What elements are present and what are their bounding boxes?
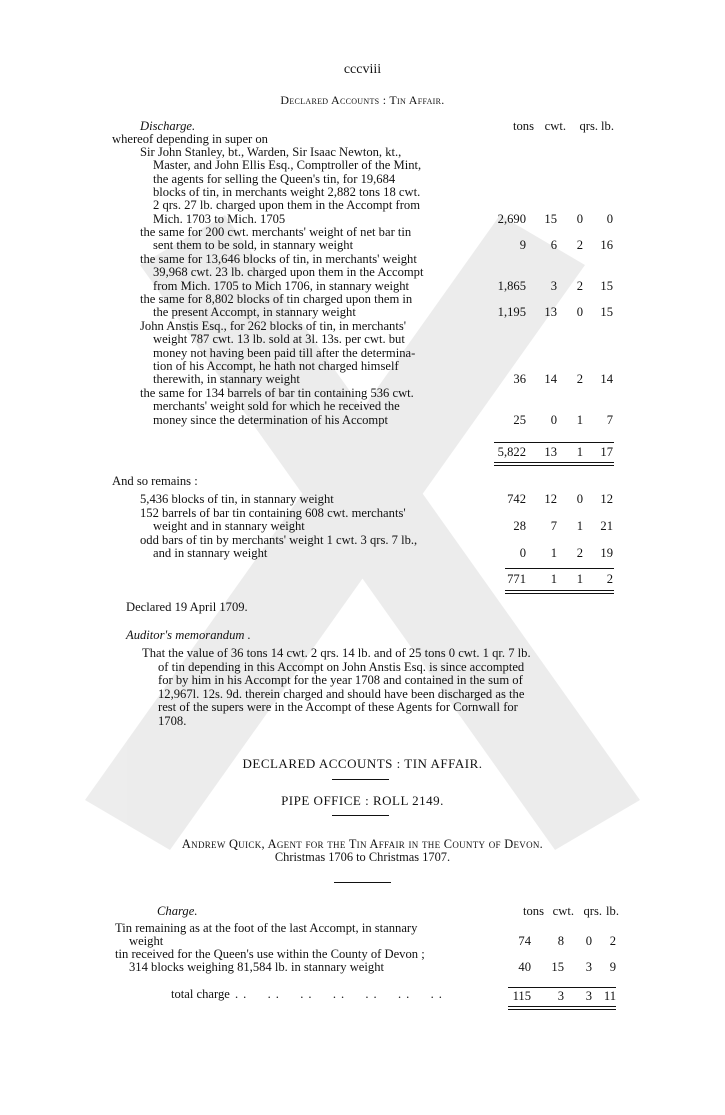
entry-line: therewith, in stannary weight [153,372,300,387]
memo-line: for by him in his Accompt for the year 1708 and contained in the sum of [158,673,523,688]
col-header-cwt: cwt. [552,904,574,918]
total-qrs: 1 [576,572,583,586]
memo-line: 12,967l. 12s. 9d. therein charged and should have been discharged as the [158,686,525,701]
entry-value: 21 [600,519,613,534]
heading-declared-accounts: DECLARED ACCOUNTS : TIN AFFAIR. [242,756,483,771]
total-double-rule [508,1006,616,1010]
entry-value: 2 [576,278,583,293]
entry-value: 14 [600,372,613,387]
total-double-rule [494,462,614,466]
entry-value: 0 [550,412,557,427]
entry-value: 1,195 [497,305,526,320]
entry-value: 16 [600,238,613,253]
entry-line: odd bars of tin by merchants' weight 1 cwt. 3 qrs. 7 lb., [140,533,418,547]
entry-line: tion of his Accompt, he hath not charged himself [153,358,399,373]
entry-value: 2 [576,372,583,387]
total-qrs: 3 [585,989,592,1003]
entry-line: 39,968 cwt. 23 lb. charged upon them in the Accompt [153,265,424,280]
entry-value: 14 [544,372,557,387]
memo-line: rest of the supers were in the Accompt of these Agents for Cornwall for [158,700,518,715]
entry-value: 2 [576,238,583,253]
entry-value: 13 [544,305,557,320]
total-rule [508,987,616,988]
entry-value: 0 [606,211,613,226]
entry-value: 28 [513,519,526,534]
charge-label: Charge. [157,904,198,918]
entry-value: 9 [519,238,526,253]
col-header-tons: tons [513,119,534,133]
divider [332,815,389,816]
entry-value: 2 [609,934,616,949]
entry-value: 74 [518,934,531,949]
entry-value: 1 [576,412,583,427]
entry-line: the agents for selling the Queen's tin, for 19,684 [153,171,396,186]
entry-line: 314 blocks weighing 81,584 lb. in stannary weight [129,960,384,975]
total-tons: 5,822 [497,445,526,459]
entry-line: 152 barrels of bar tin containing 608 cwt. merchants' [140,506,406,520]
entry-value: 2 [576,546,583,561]
entry-line: Sir John Stanley, bt., Warden, Sir Isaac Newton, kt., [140,145,402,159]
total-lb: 2 [606,572,613,586]
entry-line: and in stannary weight [153,546,268,561]
entry-line: weight and in stannary weight [153,519,305,534]
entry-line: blocks of tin, in merchants weight 2,882 tons 18 cwt. [153,184,421,199]
memo-label: Auditor's memorandum . [126,628,251,642]
entry-value: 0 [576,492,583,506]
col-header-lb: lb. [606,904,619,918]
running-head: Declared Accounts : Tin Affair. [280,93,445,107]
entry-value: 1,865 [497,278,526,293]
total-lb: 11 [603,989,616,1003]
entry-value: 40 [518,960,531,975]
col-header-qrs: qrs. [583,904,602,918]
entry-value: 15 [544,211,557,226]
section2-intro: And so remains : [112,474,198,488]
entry-value: 0 [576,211,583,226]
total-charge-label: total charge .. .. .. .. .. .. .. [171,987,447,1001]
entry-line: 2 qrs. 27 lb. charged upon them in the Accompt from [153,198,420,213]
entry-line: Tin remaining as at the foot of the last Accompt, in stannary [115,921,418,935]
entry-line: money not having been paid till after the determina- [153,345,416,360]
total-double-rule [505,590,614,594]
entry-line: Master, and John Ellis Esq., Comptroller of the Mint, [153,158,422,173]
entry-value: 0 [519,546,526,561]
entry-line: 5,436 blocks of tin, in stannary weight [140,492,334,506]
entry-value: 7 [606,412,613,427]
entry-line: money since the determination of his Accompt [153,412,389,427]
entry-value: 3 [585,960,592,975]
total-lb: 17 [600,445,613,459]
memo-line: That the value of 36 tons 14 cwt. 2 qrs. 14 lb. and of 25 tons 0 cwt. 1 qr. 7 lb. [142,646,531,660]
entry-value: 36 [513,372,526,387]
entry-value: 3 [550,278,557,293]
heading-pipe-office: PIPE OFFICE : ROLL 2149. [281,793,444,808]
discharge-label: Discharge. [140,119,196,133]
entry-line: the same for 200 cwt. merchants' weight of net bar tin [140,225,412,239]
entry-value: 6 [550,238,557,253]
divider [332,779,389,780]
entry-value: 1 [576,519,583,534]
entry-value: 742 [507,492,526,506]
total-rule [494,442,614,443]
entry-value: 25 [513,412,526,427]
entry-line: weight 787 cwt. 13 lb. sold at 3l. 13s. per cwt. but [153,332,405,347]
col-header-cwt: cwt. [544,119,566,133]
entry-value: 9 [609,960,616,975]
total-cwt: 3 [557,989,564,1003]
total-qrs: 1 [576,445,583,459]
entry-value: 15 [600,278,613,293]
entry-value: 0 [585,934,592,949]
entry-value: 2,690 [497,211,526,226]
entry-value: 19 [600,546,613,561]
total-cwt: 1 [550,572,557,586]
entry-line: from Mich. 1705 to Mich 1706, in stannary weight [153,278,410,293]
entry-line: the same for 8,802 blocks of tin charged upon them in [140,292,413,306]
entry-line: Mich. 1703 to Mich. 1705 [153,211,286,226]
entry-line: the same for 13,646 blocks of tin, in merchants' weight [140,252,417,266]
entry-value: 15 [551,960,564,975]
entry-line: the present Accompt, in stannary weight [153,305,356,320]
total-cwt: 13 [544,445,557,459]
agent-line: Andrew Quick, Agent for the Tin Affair in the County of Devon. [181,837,544,851]
entry-line: John Anstis Esq., for 262 blocks of tin, in merchants' [140,319,407,333]
memo-line: 1708. [158,714,187,728]
entry-value: 12 [600,492,613,506]
divider [334,882,391,883]
col-header-tons: tons [523,904,544,918]
entry-value: 7 [550,519,557,534]
entry-value: 12 [544,492,557,506]
entry-value: 1 [550,546,557,561]
agent-dates: Christmas 1706 to Christmas 1707. [274,850,451,864]
entry-line: merchants' weight sold for which he received the [153,399,400,414]
memo-line: of tin depending in this Accompt on John Anstis Esq. is since accompted [158,659,525,674]
total-rule [505,568,614,569]
entry-line: tin received for the Queen's use within the County of Devon ; [115,947,425,961]
entry-line: sent them to be sold, in stannary weight [153,238,354,253]
entry-line: the same for 134 barrels of bar tin containing 536 cwt. [140,386,414,400]
col-header-lb: lb. [601,119,614,133]
entry-line: weight [129,934,164,949]
total-tons: 115 [512,989,531,1003]
col-header-qrs: qrs. [579,119,598,133]
total-tons: 771 [507,572,526,586]
entry-value: 0 [576,305,583,320]
declared-date: Declared 19 April 1709. [126,600,248,614]
section1-intro: whereof depending in super on [112,132,268,146]
page-number: cccviii [343,62,382,77]
entry-value: 15 [600,305,613,320]
entry-value: 8 [557,934,564,949]
